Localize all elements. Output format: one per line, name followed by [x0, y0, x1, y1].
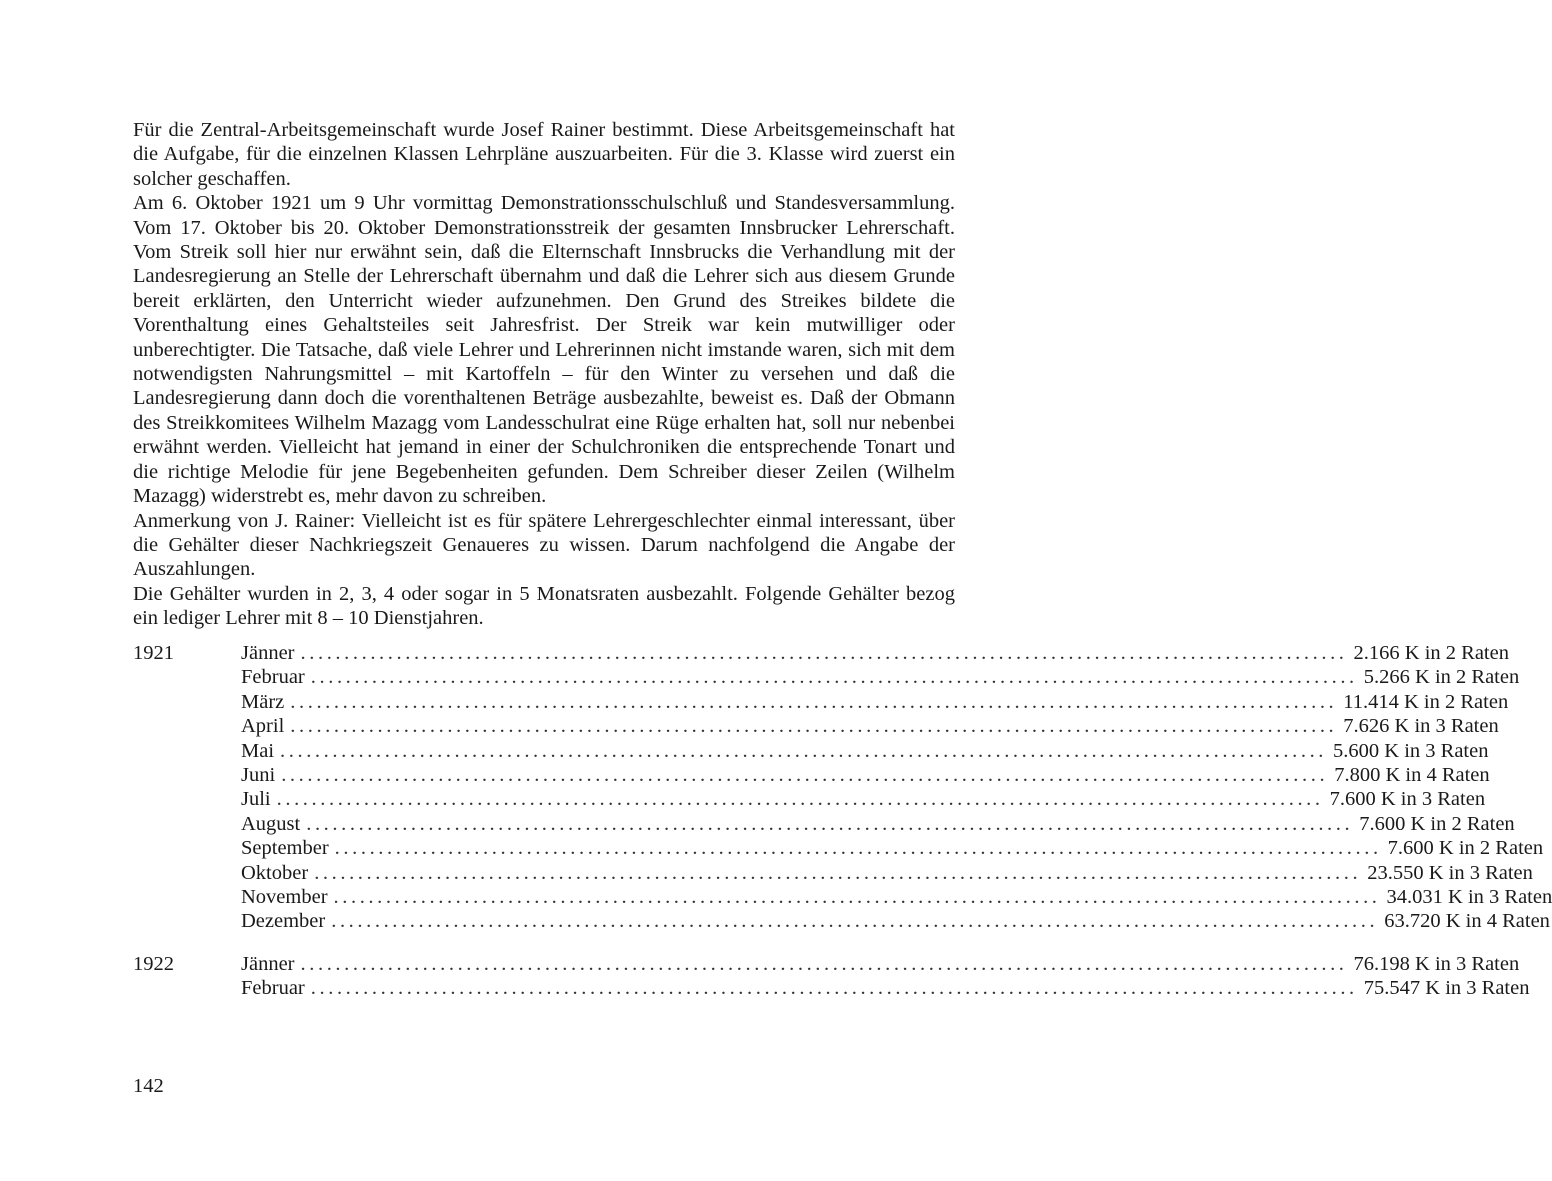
dot-leader: ........................................................................................................................	[300, 953, 1348, 975]
salary-row	[241, 836, 1544, 860]
salary-amount: 7.600 K in 3 Raten	[1329, 788, 1486, 811]
year-label: 1922	[133, 953, 174, 975]
salary-row	[241, 909, 1550, 933]
dot-leader: ........................................................................................................................	[280, 739, 1328, 762]
month-label: März	[241, 690, 285, 713]
dot-leader: ........................................................................................................................	[276, 788, 1324, 811]
salary-rows	[241, 952, 1530, 1001]
dot-leader: ........................................................................................................................	[310, 666, 1358, 689]
salary-row	[241, 976, 1530, 1000]
salary-row	[241, 665, 1520, 689]
salary-amount: 7.626 K in 3 Raten	[1343, 715, 1499, 738]
dot-leader: ........................................................................................................................	[290, 715, 1338, 738]
month-label: Jänner	[241, 642, 295, 664]
salary-row	[241, 690, 1509, 714]
salary-amount: 63.720 K in 4 Raten	[1384, 910, 1550, 933]
salary-amount: 7.600 K in 2 Raten	[1359, 812, 1515, 835]
salary-row	[241, 885, 1552, 909]
month-label: Dezember	[241, 910, 326, 933]
month-label: November	[241, 885, 328, 908]
month-label: Juni	[241, 763, 276, 786]
paragraph-streik: Am 6. Oktober 1921 um 9 Uhr vormittag Demonstrationsschulschluß und Standesversammlung. Vom 17. Oktober bis 20. Oktober Demonstrationsstreik der gesamten Innsbrucker Lehrerschaft. Vom Streik soll hier nur erwähnt sein, daß die Elternschaft Innsbrucks die Verhandlung mit der Landesregierung an Stelle der Lehrerschaft übernahm und daß die Lehrer sich aus diesem Grunde bereit erklärten, den Unterricht wieder aufzunehmen. Den Grund des Streikes bildete die Vorenthaltung eines Gehaltsteiles seit Jahresfrist. Der Streik war kein mutwilliger oder unberechtigter. Die Tatsache, daß viele Lehrer und Lehrerinnen nicht imstande waren, sich mit dem notwendigsten Nahrungsmittel – mit Kartoffeln – für den Winter zu versehen und daß die Landesregierung dann doch die vorenthaltenen Beträge ausbezahlte, beweist es. Daß der Obmann des Streikkomitees Wilhelm Mazagg vom Landesschulrat eine Rüge erhalten hat, soll nur nebenbei erwähnt werden. Vielleicht hat jemand in einer der Schulchroniken die entsprechende Tonart und die richtige Melodie für jene Begebenheiten gefunden. Dem Schreiber dieser Zeilen (Wilhelm Mazagg) widerstrebt es, mehr davon zu schreiben.	[133, 192, 955, 508]
dot-leader: ........................................................................................................................	[331, 910, 1379, 933]
dot-leader: ........................................................................................................................	[334, 837, 1382, 860]
salary-amount: 5.266 K in 2 Raten	[1363, 666, 1520, 689]
paragraph-anmerkung: Anmerkung von J. Rainer: Vielleicht ist es für spätere Lehrergeschlechter einmal interessant, über die Gehälter dieser Nachkriegszeit Genaueres zu wissen. Darum nachfolgend die Angabe der Auszahlungen.	[133, 509, 955, 581]
salary-row	[241, 763, 1490, 787]
salary-row	[241, 739, 1489, 763]
salary-amount: 11.414 K in 2 Raten	[1343, 690, 1509, 713]
month-label: Mai	[241, 739, 275, 762]
salary-row	[241, 812, 1515, 836]
month-label: Februar	[241, 666, 305, 689]
salary-row	[241, 861, 1533, 885]
dot-leader: ........................................................................................................................	[281, 763, 1329, 786]
month-label: Jänner	[241, 953, 295, 975]
salary-amount: 7.600 K in 2 Raten	[1387, 837, 1544, 860]
year-label: 1921	[133, 642, 174, 664]
month-label: Oktober	[241, 861, 309, 884]
paragraph-arbeitsgemeinschaft: Für die Zentral-Arbeitsgemeinschaft wurde Josef Rainer bestimmt. Diese Arbeitsgemeinschaft hat die Aufgabe, für die einzelnen Klassen Lehrpläne auszuarbeiten. Für die 3. Klasse wird zuerst ein solcher geschaffen.	[133, 119, 955, 190]
salary-amount: 76.198 K in 3 Raten	[1353, 953, 1520, 975]
dot-leader: ........................................................................................................................	[306, 812, 1354, 835]
salary-amount: 7.800 K in 4 Raten	[1334, 763, 1490, 786]
salary-rows	[241, 641, 1552, 934]
salary-amount: 75.547 K in 3 Raten	[1363, 977, 1530, 1000]
month-label: August	[241, 812, 301, 835]
body-text	[133, 118, 955, 631]
salary-row	[241, 952, 1520, 976]
salary-amount: 5.600 K in 3 Raten	[1333, 739, 1489, 762]
salary-amount: 23.550 K in 3 Raten	[1367, 861, 1533, 884]
salary-table-1922	[133, 952, 1530, 1001]
dot-leader: ........................................................................................................................	[300, 642, 1348, 664]
month-label: April	[241, 715, 285, 738]
salary-amount: 34.031 K in 3 Raten	[1386, 885, 1552, 908]
dot-leader: ........................................................................................................................	[314, 861, 1362, 884]
salary-row	[241, 787, 1486, 811]
paragraph-gehaelter-intro: Die Gehälter wurden in 2, 3, 4 oder sogar in 5 Monatsraten ausbezahlt. Folgende Gehälter bezog ein lediger Lehrer mit 8 – 10 Dienstjahren.	[133, 582, 955, 630]
page-number: 142	[133, 1075, 164, 1097]
month-label: September	[241, 837, 329, 860]
dot-leader: ........................................................................................................................	[310, 977, 1358, 1000]
salary-row	[241, 714, 1499, 738]
salary-row	[241, 641, 1509, 665]
salary-amount: 2.166 K in 2 Raten	[1353, 642, 1509, 664]
month-label: Februar	[241, 977, 305, 1000]
month-label: Juli	[241, 788, 271, 811]
dot-leader: ........................................................................................................................	[333, 885, 1381, 908]
dot-leader: ........................................................................................................................	[290, 690, 1338, 713]
salary-table-1921	[133, 641, 1552, 934]
